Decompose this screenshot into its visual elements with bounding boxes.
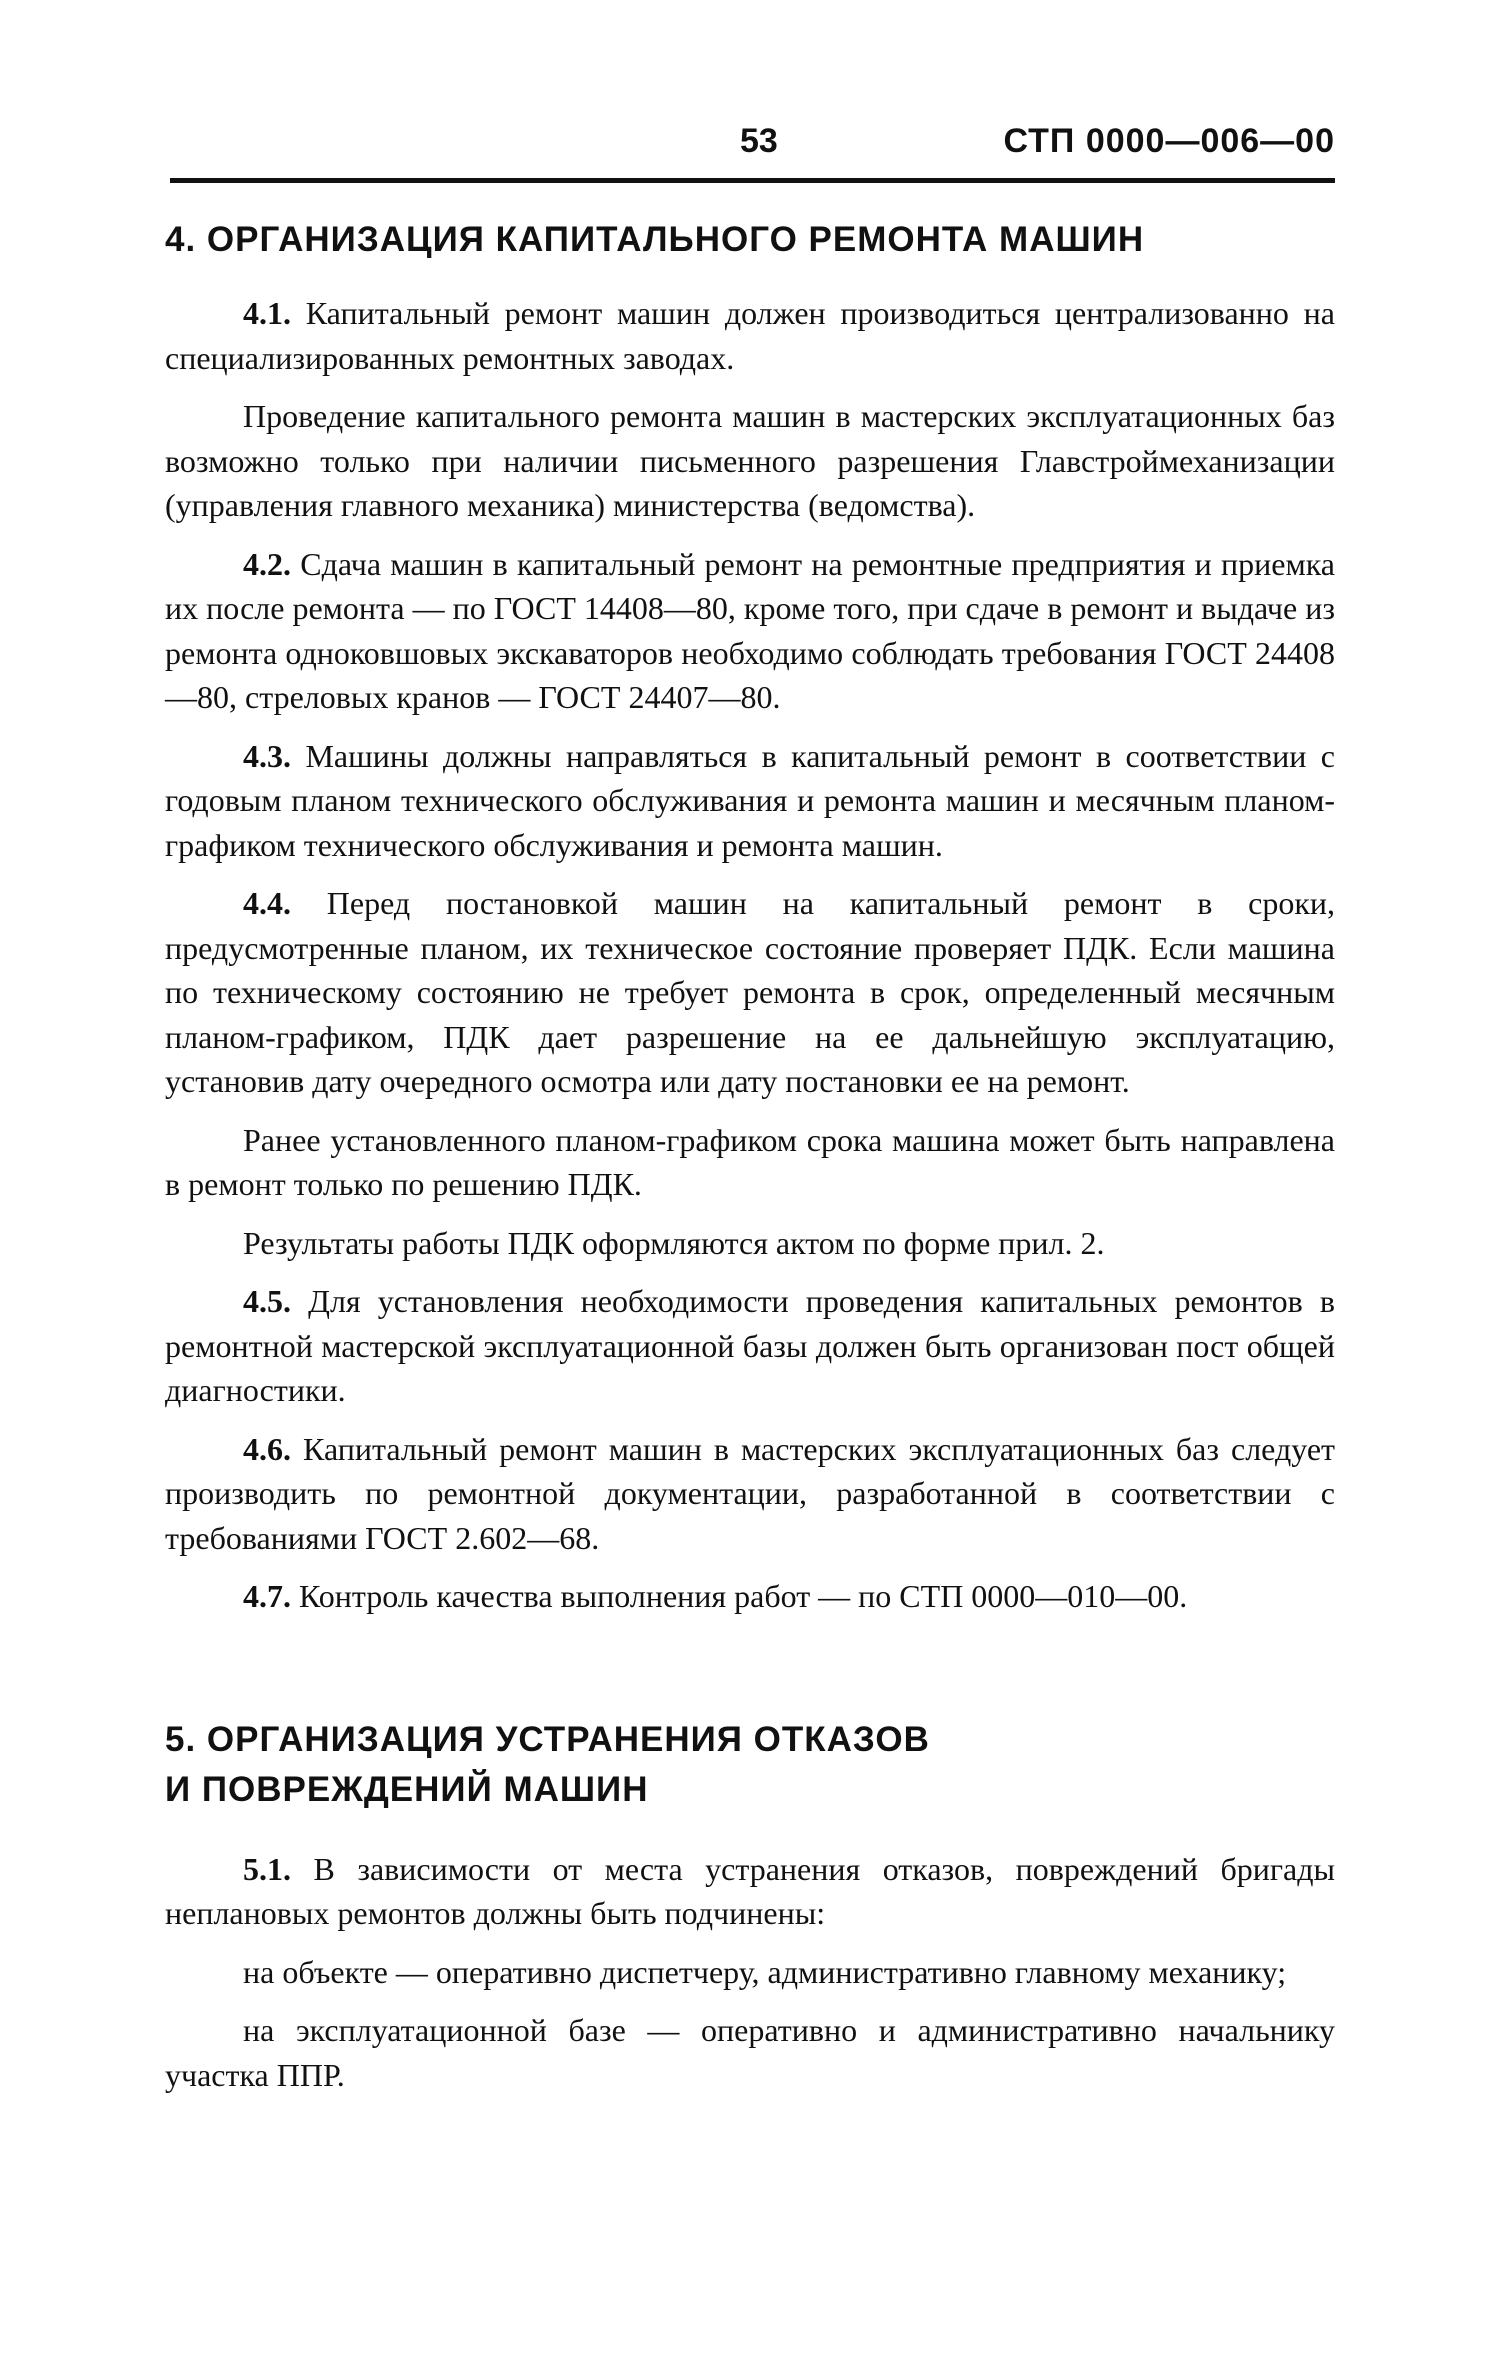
page-header — [170, 122, 1335, 172]
paragraph-text: Проведение капитального ремонта машин в мастерских эксплуатационных баз возможно только при наличии письменного разрешения Главстроймеханизации (управления главного механика) министерства (ведомства). — [165, 398, 1335, 523]
page-content — [165, 215, 1335, 2111]
paragraph-text: Капитальный ремонт машин в мастерских эксплуатационных баз следует производить по ремонтной документации, разработанной в соответствии с требованиями ГОСТ 2.602—68. — [165, 1430, 1335, 1556]
section-5-title-line-1: 5. ОРГАНИЗАЦИЯ УСТРАНЕНИЯ ОТКАЗОВ — [165, 1719, 930, 1759]
section-4-title: 4. ОРГАНИЗАЦИЯ КАПИТАЛЬНОГО РЕМОНТА МАШИН — [165, 220, 1145, 259]
paragraph-text: Машины должны направляться в капитальный ремонт в соответствии с годовым планом технического обслуживания и ремонта машин и месячным планом-графиком технического обслуживания и ремонта машин. — [165, 737, 1335, 863]
paragraph-4-1 — [165, 291, 1335, 380]
paragraph-4-1-cont — [165, 394, 1335, 528]
paragraph-text: В зависимости от места устранения отказов, повреждений бригады неплановых ремонтов должны быть подчинены: — [165, 1850, 1335, 1931]
clause-number: 4.1. — [243, 295, 291, 331]
paragraph-text: Результаты работы ПДК оформляются актом по форме прил. 2. — [243, 1224, 1105, 1261]
paragraph-text: Для установления необходимости проведения капитальных ремонтов в ремонтной мастерской эксплуатационной базы должен быть организован пост общей диагностики. — [165, 1283, 1335, 1408]
clause-number: 5.1. — [243, 1850, 291, 1887]
paragraph-text: Контроль качества выполнения работ — по СТП 0000—010—00. — [291, 1578, 1188, 1614]
paragraph-text: Сдача машин в капитальный ремонт на ремонтные предприятия и приемка их после ремонта — по ГОСТ 14408—80, кроме того, при сдаче в ремонт и выдаче из ремонта одноковшовых экскаваторов необходимо соблюдать требования ГОСТ 24408—80, стреловых кранов — ГОСТ 24407—80. — [165, 545, 1335, 715]
paragraph-4-6 — [165, 1427, 1335, 1561]
clause-number: 4.4. — [243, 885, 291, 921]
paragraph-4-4 — [165, 881, 1335, 1104]
page-number: 53 — [740, 122, 778, 160]
paragraph-5-1-item-1 — [165, 1950, 1335, 1995]
paragraph-text: на эксплуатационной базе — оперативно и административно начальнику участка ППР. — [165, 2012, 1335, 2093]
document-code: СТП 0000—006—00 — [1003, 122, 1335, 160]
paragraph-4-7 — [165, 1574, 1335, 1619]
clause-number: 4.2. — [243, 545, 291, 582]
paragraph-text: Перед постановкой машин на капитальный ремонт в сроки, предусмотренные планом, их техническое состояние проверяет ПДК. Если машина по техническому состоянию не требует ремонта в срок, определенный месячным планом-графиком, ПДК дает разрешение на ее дальнейшую эксплуатацию, установив дату очередного осмотра или дату постановки ее на ремонт. — [165, 885, 1335, 1099]
paragraph-4-4-cont-2 — [165, 1221, 1335, 1266]
paragraph-text: Ранее установленного планом-графиком срока машина может быть направлена в ремонт только по решению ПДК. — [165, 1121, 1335, 1202]
paragraph-text: на объекте — оперативно диспетчеру, административно главному механику; — [243, 1953, 1287, 1990]
section-5-title-line-2: И ПОВРЕЖДЕНИЙ МАШИН — [165, 1769, 649, 1809]
paragraph-5-1-item-2 — [165, 2008, 1335, 2097]
paragraph-4-2 — [165, 542, 1335, 720]
paragraph-4-4-cont-1 — [165, 1118, 1335, 1207]
paragraph-4-5 — [165, 1279, 1335, 1413]
paragraph-text: Капитальный ремонт машин должен производиться централизованно на специализированных ремонтных заводах. — [165, 295, 1335, 376]
clause-number: 4.5. — [243, 1283, 291, 1319]
header-rule — [170, 178, 1335, 183]
section-5-title — [165, 1715, 1335, 1815]
paragraph-5-1 — [165, 1847, 1335, 1936]
clause-number: 4.3. — [243, 737, 291, 774]
paragraph-4-3 — [165, 734, 1335, 868]
clause-number: 4.7. — [243, 1578, 291, 1614]
clause-number: 4.6. — [243, 1430, 291, 1467]
